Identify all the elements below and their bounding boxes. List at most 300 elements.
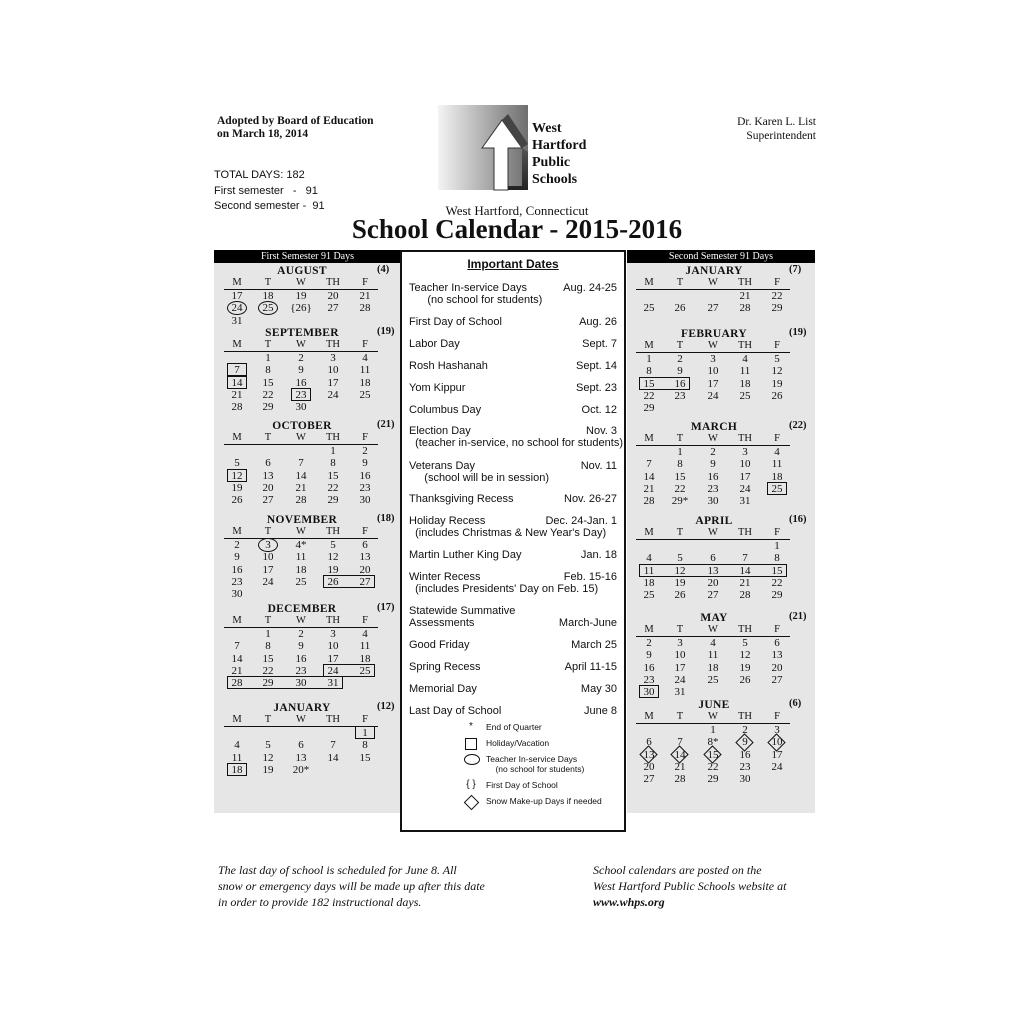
calendar-day: 28 <box>739 302 751 315</box>
legend-label: End of Quarter <box>486 722 542 732</box>
day-of-week-label: T <box>264 714 272 725</box>
day-of-week-label: W <box>708 711 718 722</box>
calendar-day: 9 <box>742 736 748 749</box>
calendar-day: 26 <box>771 389 783 402</box>
calendar-day: 24 <box>262 575 274 588</box>
calendar-day: 14 <box>739 564 751 577</box>
calendar-day: 4 <box>234 739 240 752</box>
calendar-day: 8 <box>774 552 780 565</box>
calendar-day: 25 <box>707 673 719 686</box>
calendar-day: 7 <box>234 364 240 377</box>
event-name: Good Friday <box>409 639 470 651</box>
footer-line: West Hartford Public Schools website at <box>593 879 787 893</box>
calendar-day: 25 <box>643 589 655 602</box>
calendar-day: 19 <box>327 563 339 576</box>
second-semester-header: Second Semester 91 Days <box>627 250 815 263</box>
calendar-day: 10 <box>674 649 686 662</box>
calendar-day: 7 <box>646 458 652 471</box>
month-name: JANUARY <box>685 265 743 277</box>
month-name: APRIL <box>695 515 733 527</box>
calendar-day: 4* <box>295 539 307 551</box>
event-name: Thanksgiving Recess <box>409 493 514 505</box>
day-of-week-label: W <box>296 339 306 350</box>
calendar-day: 16 <box>707 470 719 483</box>
calendar-day: 16 <box>739 748 751 761</box>
event-name: Rosh Hashanah <box>409 360 488 372</box>
oval-icon <box>464 754 478 765</box>
calendar-day: 24 <box>674 673 686 686</box>
month-name: OCTOBER <box>272 420 332 432</box>
legend-label: Holiday/Vacation <box>486 738 550 748</box>
holiday-box-marker <box>355 726 375 739</box>
holiday-box-marker <box>639 564 787 577</box>
day-of-week-label: F <box>362 615 368 626</box>
calendar-day: 18 <box>231 763 243 776</box>
calendar-day: 13 <box>295 751 307 764</box>
month-name: JUNE <box>698 699 730 711</box>
calendar-day: 22 <box>771 290 783 302</box>
holiday-box-marker <box>767 482 787 495</box>
logo-word: Schools <box>532 172 578 187</box>
calendar-day: 15 <box>771 564 783 577</box>
calendar-day: 30 <box>295 677 307 690</box>
day-of-week-label: W <box>296 432 306 443</box>
calendar-day: 14 <box>295 469 307 482</box>
day-of-week-label: TH <box>326 714 340 725</box>
calendar-day: 10 <box>327 364 339 377</box>
month-day-count: (17) <box>377 602 395 613</box>
calendar-day: 26 <box>739 673 751 686</box>
day-of-week-label: M <box>644 340 654 351</box>
calendar-day: 8 <box>677 458 683 471</box>
calendar-day: 12 <box>739 649 751 662</box>
website-link[interactable]: www.whps.org <box>593 895 665 909</box>
event-date: April 11-15 <box>564 661 617 673</box>
day-of-week-label: W <box>296 526 306 537</box>
calendar-day: 3 <box>677 637 683 649</box>
calendar-day: 12 <box>327 551 339 564</box>
footer-note-makeup-days <box>218 862 485 910</box>
calendar-day: 12 <box>771 365 783 378</box>
superintendent-title: Superintendent <box>746 130 816 142</box>
calendar-day: 25 <box>771 482 783 495</box>
event-date: March-June <box>558 617 617 629</box>
calendar-day: 27 <box>707 589 719 602</box>
page-title: School Calendar - 2015-2016 <box>351 214 683 244</box>
calendar-day: 14 <box>674 748 686 761</box>
calendar-day: 24 <box>771 760 783 773</box>
calendar-day: 23 <box>359 481 371 494</box>
day-of-week-label: TH <box>326 526 340 537</box>
calendar-day: 19 <box>739 661 751 674</box>
calendar-day: 18 <box>643 576 655 589</box>
calendar-day: 15 <box>262 652 274 665</box>
calendar-day: 17 <box>707 377 719 390</box>
month-name: SEPTEMBER <box>265 327 339 339</box>
calendar-day: 17 <box>262 563 274 576</box>
month-day-count: (19) <box>789 327 807 338</box>
calendar-day: 24 <box>327 664 339 677</box>
event-date: Nov. 11 <box>580 460 617 472</box>
calendar-day: 28 <box>231 401 243 414</box>
calendar-day: 26 <box>231 494 243 507</box>
day-of-week-label: TH <box>738 711 752 722</box>
month-name: NOVEMBER <box>266 514 338 526</box>
calendar-day: 8 <box>330 457 336 470</box>
calendar-day: 27 <box>643 773 655 786</box>
day-of-week-label: T <box>264 526 272 537</box>
holiday-box-marker <box>227 676 343 689</box>
event-name: Winter Recess (includes Presidents' Day on Feb. 15) <box>409 571 599 595</box>
day-of-week-label: M <box>644 277 654 288</box>
month-day-count: (21) <box>377 419 395 430</box>
calendar-day: 29 <box>262 401 274 414</box>
calendar-day: 3 <box>710 353 716 365</box>
day-of-week-label: M <box>232 277 242 288</box>
footer-line: School calendars are posted on the <box>593 863 762 877</box>
event-date: Oct. 12 <box>581 404 617 416</box>
calendar-day: 21 <box>231 664 243 677</box>
calendar-day: 6 <box>362 539 368 551</box>
calendar-day: 30 <box>707 495 719 508</box>
calendar-day: 1 <box>710 724 716 736</box>
calendar-day: 25 <box>262 302 274 315</box>
calendar-day: 12 <box>262 751 274 764</box>
calendar-day: 10 <box>262 551 274 564</box>
calendar-day: 15 <box>359 751 371 764</box>
day-of-week-label: F <box>774 433 780 444</box>
month-name: FEBRUARY <box>681 328 747 340</box>
calendar-day: 31 <box>327 677 339 690</box>
calendar-day: 21 <box>739 290 751 302</box>
day-of-week-label: TH <box>738 527 752 538</box>
month-name: DECEMBER <box>267 603 337 615</box>
calendar-day: 28 <box>674 773 686 786</box>
day-of-week-label: M <box>232 526 242 537</box>
calendar-day: 29 <box>771 302 783 315</box>
holiday-box-marker <box>323 575 375 588</box>
day-of-week-label: T <box>264 615 272 626</box>
superintendent-block <box>737 115 816 143</box>
calendar-day: 11 <box>359 640 371 653</box>
calendar-day: 29* <box>671 495 689 508</box>
day-of-week-label: F <box>774 527 780 538</box>
day-of-week-label: TH <box>326 432 340 443</box>
calendar-day: 1 <box>677 446 683 458</box>
calendar-day: 2 <box>646 637 652 649</box>
month-day-count: (21) <box>789 611 807 622</box>
event-name: Veterans Day (school will be in session) <box>409 460 549 484</box>
adoption-line-2: on March 18, 2014 <box>217 128 309 140</box>
day-of-week-label: F <box>774 277 780 288</box>
calendar-day: 18 <box>359 376 371 389</box>
calendar-day: 18 <box>359 652 371 665</box>
day-of-week-label: M <box>232 432 242 443</box>
calendar-day: 3 <box>774 724 780 736</box>
calendar-day: 23 <box>231 575 243 588</box>
event-date: Aug. 24-25 <box>563 282 617 294</box>
calendar-day: 16 <box>674 377 686 390</box>
calendar-day: 23 <box>739 760 751 773</box>
calendar-day: 7 <box>298 457 304 470</box>
calendar-day: 23 <box>295 388 307 401</box>
calendar-day: {26} <box>290 302 312 315</box>
important-dates-title: Important Dates <box>467 257 559 271</box>
day-of-week-label: T <box>264 277 272 288</box>
event-date: Nov. 26-27 <box>564 493 617 505</box>
calendar-day: 2 <box>234 539 240 551</box>
adoption-line-1: Adopted by Board of Education <box>217 115 374 127</box>
day-of-week-label: W <box>296 277 306 288</box>
day-of-week-label: T <box>676 527 684 538</box>
calendar-day: 20 <box>707 576 719 589</box>
day-of-week-label: TH <box>326 277 340 288</box>
calendar-day: 5 <box>774 353 780 365</box>
day-of-week-label: F <box>362 277 368 288</box>
footer-line: The last day of school is scheduled for June 8. All <box>218 863 457 877</box>
holiday-box-marker <box>639 685 659 698</box>
calendar-day: 16 <box>643 661 655 674</box>
day-of-week-label: F <box>362 526 368 537</box>
calendar-day: 20 <box>771 661 783 674</box>
calendar-day: 19 <box>295 290 307 302</box>
day-of-week-label: F <box>362 432 368 443</box>
calendar-day: 20 <box>262 481 274 494</box>
calendar-day: 7 <box>330 739 336 752</box>
calendar-day: 9 <box>298 364 304 377</box>
day-of-week-label: TH <box>326 615 340 626</box>
total-days: TOTAL DAYS: 182 <box>214 169 305 181</box>
braces-icon: { } <box>466 779 476 790</box>
calendar-day: 25 <box>739 389 751 402</box>
month-day-count: (12) <box>377 701 395 712</box>
footer-note-website <box>593 862 786 910</box>
day-of-week-label: W <box>708 277 718 288</box>
calendar-day: 4 <box>362 628 368 640</box>
calendar-day: 29 <box>327 494 339 507</box>
calendar-day: 16 <box>295 376 307 389</box>
calendar-day: 22 <box>707 760 719 773</box>
calendar-day: 6 <box>710 552 716 565</box>
calendar-day: 10 <box>707 365 719 378</box>
calendar-day: 28 <box>359 302 371 315</box>
day-of-week-label: W <box>708 433 718 444</box>
calendar-day: 28 <box>231 677 243 690</box>
event-name: Last Day of School <box>409 705 502 717</box>
city-subtitle: West Hartford, Connecticut <box>445 203 589 218</box>
calendar-day: 2 <box>710 446 716 458</box>
calendar-day: 6 <box>298 739 304 752</box>
footer-line: snow or emergency days will be made up after this date <box>218 879 485 893</box>
calendar-day: 8 <box>646 365 652 378</box>
event-name: Teacher In-service Days (no school for students) <box>409 282 543 306</box>
calendar-day: 21 <box>674 760 686 773</box>
calendar-day: 23 <box>707 482 719 495</box>
calendar-day: 30 <box>739 773 751 786</box>
first-semester-days: First semester - 91 <box>214 184 318 197</box>
legend-label: First Day of School <box>486 780 558 790</box>
calendar-day: 21 <box>359 290 371 302</box>
calendar-day: 16 <box>359 469 371 482</box>
holiday-box-marker <box>227 376 247 389</box>
day-of-week-label: TH <box>738 624 752 635</box>
calendar-day: 6 <box>265 457 271 470</box>
event-name: Spring Recess <box>409 661 481 673</box>
month-day-count: (18) <box>377 513 395 524</box>
calendar-day: 8 <box>265 640 271 653</box>
calendar-day: 29 <box>707 773 719 786</box>
day-of-week-label: T <box>264 432 272 443</box>
second-semester-days: Second semester - 91 <box>214 200 325 212</box>
calendar-day: 24 <box>327 388 339 401</box>
day-of-week-label: T <box>676 340 684 351</box>
calendar-day: 22 <box>262 388 274 401</box>
calendar-day: 20 <box>643 760 655 773</box>
event-date: Feb. 15-16 <box>563 571 617 583</box>
calendar-day: 26 <box>674 589 686 602</box>
calendar-day: 1 <box>330 445 336 457</box>
event-name: Election Day (teacher in-service, no school for students) <box>409 425 623 449</box>
calendar-day: 12 <box>231 469 243 482</box>
calendar-day: 27 <box>707 302 719 315</box>
calendar-day: 26 <box>327 575 339 588</box>
calendar-day: 27 <box>359 575 371 588</box>
calendar-day: 31 <box>739 495 751 508</box>
schoolhouse-logo-icon <box>436 100 616 195</box>
calendar-day: 4 <box>774 446 780 458</box>
event-date: March 25 <box>571 639 617 651</box>
calendar-day: 2 <box>742 724 748 736</box>
day-of-week-label: M <box>232 339 242 350</box>
calendar-day: 13 <box>262 469 274 482</box>
calendar-day: 2 <box>298 628 304 640</box>
day-of-week-label: F <box>774 711 780 722</box>
calendar-day: 26 <box>674 302 686 315</box>
day-of-week-label: F <box>362 714 368 725</box>
calendar-day: 3 <box>742 446 748 458</box>
calendar-day: 27 <box>262 494 274 507</box>
calendar-day: 2 <box>298 352 304 364</box>
calendar-day: 16 <box>231 563 243 576</box>
day-of-week-label: M <box>232 615 242 626</box>
event-date: May 30 <box>580 683 617 695</box>
day-of-week-label: M <box>644 711 654 722</box>
day-of-week-label: M <box>644 527 654 538</box>
calendar-day: 24 <box>707 389 719 402</box>
calendar-day: 21 <box>295 481 307 494</box>
calendar-day: 14 <box>231 652 243 665</box>
diamond-icon <box>464 796 478 808</box>
calendar-day: 2 <box>677 353 683 365</box>
month-name: AUGUST <box>277 265 327 277</box>
event-name: Memorial Day <box>409 683 477 695</box>
calendar-day: 29 <box>771 589 783 602</box>
day-of-week-label: M <box>644 433 654 444</box>
calendar-day: 3 <box>330 352 336 364</box>
calendar-day: 9 <box>710 458 716 471</box>
calendar-day: 18 <box>739 377 751 390</box>
calendar-day: 15 <box>674 470 686 483</box>
calendar-day: 29 <box>643 402 655 415</box>
calendar-day: 31 <box>231 314 243 327</box>
calendar-day: 22 <box>327 481 339 494</box>
calendar-day: 27 <box>771 673 783 686</box>
footer-line: in order to provide 182 instructional days. <box>218 895 422 909</box>
calendar-day: 28 <box>739 589 751 602</box>
calendar-day: 25 <box>643 302 655 315</box>
calendar-day: 13 <box>707 564 719 577</box>
calendar-day: 24 <box>231 302 243 315</box>
day-of-week-label: T <box>676 433 684 444</box>
calendar-day: 18 <box>771 470 783 483</box>
event-name: Columbus Day <box>409 404 482 416</box>
month-name: MAY <box>700 612 728 624</box>
calendar-day: 1 <box>265 628 271 640</box>
calendar-day: 22 <box>771 576 783 589</box>
event-name: Statewide Summative Assessments <box>409 605 516 629</box>
calendar-day: 23 <box>674 389 686 402</box>
calendar-day: 13 <box>643 748 655 761</box>
logo-word: Hartford <box>532 138 587 153</box>
calendar-day: 28 <box>643 495 655 508</box>
calendar-day: 11 <box>643 564 655 577</box>
calendar-day: 20 <box>327 290 339 302</box>
event-date: Nov. 3 <box>586 425 617 437</box>
month-day-count: (4) <box>377 264 390 275</box>
month-day-count: (6) <box>789 698 802 709</box>
important-dates-panel <box>400 250 626 832</box>
calendar-day: 30 <box>295 401 307 414</box>
holiday-box-marker <box>291 388 311 401</box>
holiday-box-marker <box>639 377 690 390</box>
event-name: First Day of School <box>409 316 502 328</box>
calendar-day: 30 <box>359 494 371 507</box>
day-of-week-label: F <box>774 624 780 635</box>
month-day-count: (16) <box>789 514 807 525</box>
first-semester-header: First Semester 91 Days <box>214 250 401 263</box>
calendar-day: 9 <box>362 457 368 470</box>
calendar-day: 23 <box>295 664 307 677</box>
calendar-day: 9 <box>298 640 304 653</box>
day-of-week-label: W <box>296 714 306 725</box>
superintendent-name: Dr. Karen L. List <box>737 116 816 128</box>
calendar-day: 5 <box>330 539 336 551</box>
calendar-day: 5 <box>742 637 748 649</box>
day-of-week-label: TH <box>326 339 340 350</box>
calendar-day: 13 <box>359 551 371 564</box>
calendar-day: 8 <box>265 364 271 377</box>
calendar-day: 17 <box>231 290 243 302</box>
event-name: Yom Kippur <box>409 382 466 394</box>
school-logo <box>436 100 616 195</box>
event-name: Martin Luther King Day <box>409 549 522 561</box>
calendar-day: 4 <box>646 552 652 565</box>
legend-label: Teacher In-service Days (no school for students) <box>486 754 585 774</box>
calendar-day: 3 <box>330 628 336 640</box>
event-date: Jan. 18 <box>580 549 617 561</box>
logo-word: West <box>532 121 562 136</box>
event-name: Holiday Recess (includes Christmas & New Year's Day) <box>409 515 607 539</box>
calendar-day: 1 <box>265 352 271 364</box>
logo-wordmark <box>532 120 586 188</box>
calendar-day: 5 <box>677 552 683 565</box>
calendar-day: 17 <box>739 470 751 483</box>
holiday-box-icon <box>464 738 478 750</box>
day-of-week-label: M <box>232 714 242 725</box>
holiday-box-marker <box>227 469 247 482</box>
calendar-day: 25 <box>359 664 371 677</box>
calendar-day: 22 <box>643 389 655 402</box>
